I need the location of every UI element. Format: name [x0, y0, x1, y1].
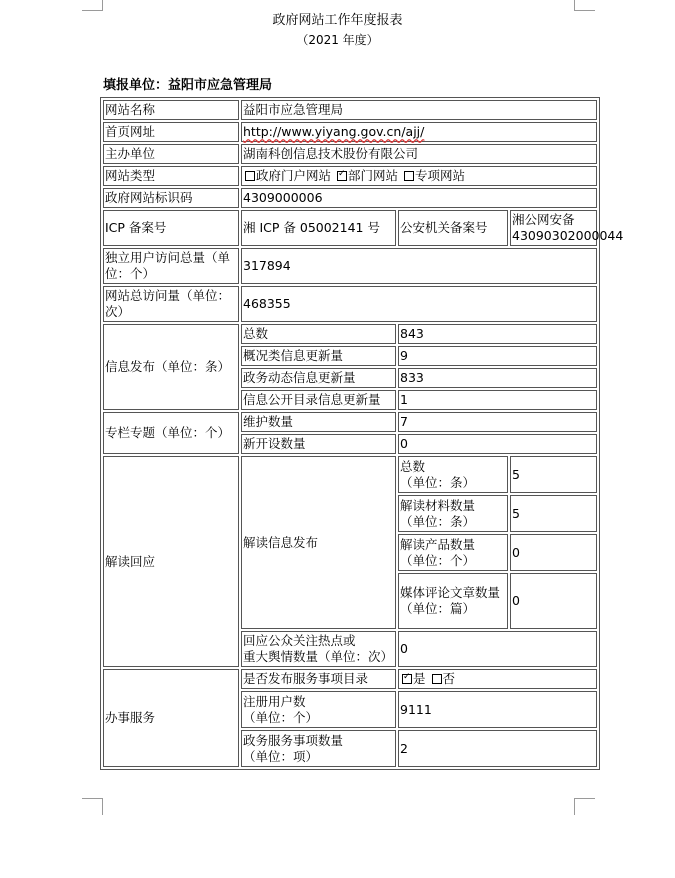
gov-id-label: 政府网站标识码: [103, 188, 239, 208]
checkbox-no[interactable]: [432, 674, 442, 684]
info-item-value: 833: [398, 368, 597, 388]
interpret-item-value: 5: [510, 456, 597, 493]
interpret-sub-label: 解读信息发布: [241, 456, 396, 629]
interpret-label: 解读回应: [103, 456, 239, 667]
checkbox-yes[interactable]: [402, 674, 412, 684]
info-label: 信息发布（单位：条）: [103, 324, 239, 410]
table-row: [103, 122, 597, 142]
response-label-line1: 回应公众关注热点或: [243, 633, 356, 648]
interpret-item-label: 解读材料数量: [400, 497, 476, 513]
police-record-value-line1: 湘公网安备: [512, 212, 575, 227]
police-record-value-line2: 43090302000044: [512, 228, 624, 243]
users-value: 9111: [398, 691, 597, 728]
interpret-item-value: 5: [510, 495, 597, 532]
icp-value: 湘 ICP 备 05002141 号: [241, 210, 396, 246]
sponsor-label: 主办单位: [103, 144, 239, 164]
site-type-options: [241, 166, 597, 186]
site-name-value: 益阳市应急管理局: [241, 100, 597, 120]
catalog-options: [398, 669, 597, 689]
column-item-label: 维护数量: [241, 412, 396, 432]
uv-value: 317894: [241, 248, 597, 284]
option-department-label: 部门网站: [348, 168, 399, 183]
home-url-label: 首页网址: [103, 122, 239, 142]
interpret-item-label: 总数: [400, 458, 426, 474]
service-items-label: 政务服务事项数量: [243, 732, 344, 748]
interpret-item-value: 0: [510, 534, 597, 571]
table-row: [103, 248, 597, 284]
gov-id-value: 4309000006: [241, 188, 597, 208]
users-unit: （单位：个）: [243, 709, 319, 725]
table-row: [103, 188, 597, 208]
report-year: （2021 年度）: [296, 33, 379, 47]
report-table: [100, 97, 624, 770]
table-row: [103, 100, 597, 120]
column-item-value: 0: [398, 434, 597, 454]
checkbox-department[interactable]: [337, 171, 347, 181]
icp-label: ICP 备案号: [103, 210, 239, 246]
info-item-label: 信息公开目录信息更新量: [241, 390, 396, 410]
sponsor-value: 湖南科创信息技术股份有限公司: [241, 144, 597, 164]
table-row: [103, 286, 597, 322]
table-row: [103, 412, 597, 432]
info-item-value: 1: [398, 390, 597, 410]
interpret-item-unit: （单位：篇）: [400, 601, 476, 616]
interpret-item-unit: （单位：条）: [400, 474, 476, 490]
corner-mark-bottom-left: [82, 798, 103, 815]
response-value: 0: [398, 631, 597, 667]
checkbox-special[interactable]: [404, 171, 414, 181]
response-label-line2: 重大舆情数量（单位：次）: [243, 649, 394, 664]
home-url-link[interactable]: http://www.yiyang.gov.cn/ajj/: [243, 124, 425, 139]
catalog-label: 是否发布服务事项目录: [241, 669, 396, 689]
corner-mark-bottom-right: [574, 798, 595, 815]
site-type-label: 网站类型: [103, 166, 239, 186]
option-portal-label: 政府门户网站: [256, 168, 332, 183]
table-row: [103, 324, 597, 344]
column-label: 专栏专题（单位：个）: [103, 412, 239, 454]
uv-label: 独立用户访问总量（单位：个）: [103, 248, 239, 284]
table-row: [103, 210, 597, 246]
catalog-no-label: 否: [442, 671, 456, 686]
police-record-label: 公安机关备案号: [398, 210, 508, 246]
pv-label: 网站总访问量（单位：次）: [103, 286, 239, 322]
column-item-value: 7: [398, 412, 597, 432]
interpret-item-label: 解读产品数量: [400, 536, 476, 552]
table-row: [103, 166, 597, 186]
pv-value: 468355: [241, 286, 597, 322]
column-item-label: 新开设数量: [241, 434, 396, 454]
service-items-unit: （单位：项）: [243, 748, 319, 764]
table-row: [103, 669, 597, 689]
interpret-item-unit: （单位：条）: [400, 513, 476, 529]
service-items-value: 2: [398, 730, 597, 767]
option-special-label: 专项网站: [415, 168, 466, 183]
table-row: [103, 144, 597, 164]
checkbox-portal[interactable]: [245, 171, 255, 181]
site-name-label: 网站名称: [103, 100, 239, 120]
info-item-label: 政务动态信息更新量: [241, 368, 396, 388]
table-row: [103, 456, 597, 493]
report-title: 政府网站工作年度报表: [272, 13, 403, 28]
service-label: 办事服务: [103, 669, 239, 767]
info-item-label: 概况类信息更新量: [241, 346, 396, 366]
interpret-item-label: 媒体评论文章数量: [400, 585, 501, 600]
users-label: 注册用户数: [243, 693, 306, 709]
filing-unit: 填报单位：益阳市应急管理局: [103, 78, 273, 93]
interpret-item-unit: （单位：个）: [400, 552, 476, 568]
interpret-item-value: 0: [510, 573, 597, 629]
info-item-value: 9: [398, 346, 597, 366]
catalog-yes-label: 是: [413, 671, 426, 686]
info-item-value: 843: [398, 324, 597, 344]
info-item-label: 总数: [241, 324, 396, 344]
